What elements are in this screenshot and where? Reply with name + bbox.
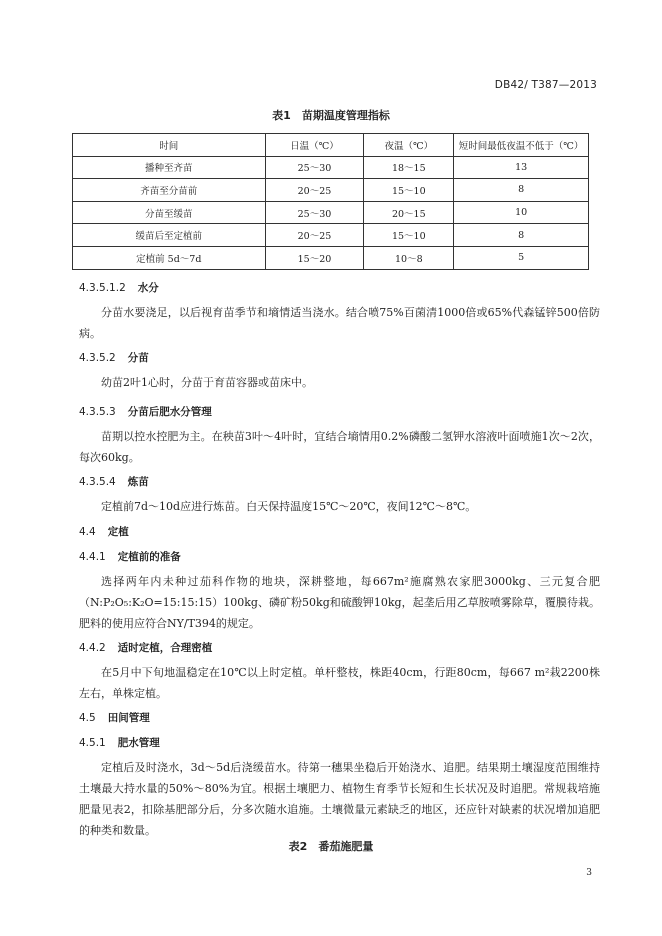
table-cell: 分苗至缓苗	[73, 201, 266, 224]
header-cell: 日温（℃）	[265, 134, 364, 157]
table-cell: 8	[454, 179, 589, 202]
header-cell: 时间	[73, 134, 266, 157]
section-heading	[79, 710, 150, 725]
document-code: DB42/ T387—2013	[494, 79, 597, 91]
paragraph: 定植后及时浇水，3d～5d后浇缓苗水。待第一穗果坐稳后开始浇水、追肥。结果期土壤湿度范围维持土壤最大持水量的50%～80%为宜。根据土壤肥力、植物生育季节长短和生长状况及时追肥。常规栽培施肥量见表2，扣除基肥部分后，分多次随水追施。土壤微量元素缺乏的地区，还应针对缺素的状况增加追肥的种类和数量。	[79, 761, 600, 837]
section-heading	[79, 404, 212, 419]
table-cell: 20～25	[265, 224, 364, 247]
table-cell: 8	[454, 224, 589, 247]
table2-caption: 表2 番茄施肥量	[288, 840, 374, 853]
table-row	[73, 201, 589, 224]
section-number: 4.3.5.4	[79, 476, 116, 488]
table-row	[73, 156, 589, 179]
section-title: 定植	[107, 526, 129, 538]
section-number: 4.5.1	[79, 737, 106, 749]
section-number: 4.3.5.2	[79, 352, 116, 364]
table-cell: 定植前 5d～7d	[73, 246, 266, 269]
section-title: 水分	[137, 282, 159, 294]
header-cell: 夜温（℃）	[364, 134, 454, 157]
table-row	[73, 246, 589, 269]
paragraph: 苗期以控水控肥为主。在秧苗3叶～4叶时，宜结合墒情用0.2%磷酸二氢钾水溶液叶面喷施1次～2次，每次60kg。	[79, 430, 600, 464]
section-heading	[79, 280, 159, 295]
table-cell: 缓苗后至定植前	[73, 224, 266, 247]
paragraph: 幼苗2叶1心时，分苗于育苗容器或苗床中。	[101, 376, 313, 389]
section-title: 炼苗	[127, 476, 149, 488]
section-number: 4.4.2	[79, 642, 106, 654]
table-cell: 18～15	[364, 156, 454, 179]
table-cell: 20～25	[265, 179, 364, 202]
section-title: 分苗	[127, 352, 149, 364]
section-number: 4.5	[79, 712, 96, 724]
table-cell: 齐苗至分苗前	[73, 179, 266, 202]
table-cell: 25～30	[265, 156, 364, 179]
table-row	[73, 224, 589, 247]
section-number: 4.4.1	[79, 551, 106, 563]
section-heading	[79, 640, 212, 655]
section-title: 田间管理	[107, 712, 150, 724]
section-title: 分苗后肥水分管理	[127, 406, 212, 418]
table-cell: 10～8	[364, 246, 454, 269]
paragraph: 定植前7d～10d应进行炼苗。白天保持温度15℃～20℃，夜间12℃～8℃。	[101, 500, 477, 513]
temperature-table	[72, 133, 589, 270]
section-heading	[79, 350, 149, 365]
paragraph: 选择两年内未种过茄科作物的地块，深耕整地，每667m²施腐熟农家肥3000kg、三元复合肥（N:P₂O₅:K₂O=15:15:15）100kg、磷矿粉50kg和硫酸钾10kg，起垄后用乙草胺喷雾除草，覆膜待栽。肥料的使用应符合NY/T394的规定。	[79, 575, 600, 630]
section-title: 肥水管理	[117, 737, 160, 749]
page-number: 3	[586, 868, 592, 878]
section-heading	[79, 735, 160, 750]
paragraph: 在5月中下旬地温稳定在10℃以上时定植。单杆整枝，株距40cm，行距80cm，每667 m²栽2200株左右，单株定植。	[79, 666, 600, 700]
section-heading	[79, 474, 149, 489]
table-cell: 15～20	[265, 246, 364, 269]
table-cell: 5	[454, 246, 589, 269]
table-cell: 13	[454, 156, 589, 179]
section-number: 4.3.5.3	[79, 406, 116, 418]
section-title: 定植前的准备	[117, 551, 181, 563]
section-heading	[79, 549, 181, 564]
section-title: 适时定植，合理密植	[117, 642, 213, 654]
table-cell: 25～30	[265, 201, 364, 224]
table1-caption: 表1 苗期温度管理指标	[272, 109, 390, 122]
table-cell: 15～10	[364, 224, 454, 247]
table-header-row	[73, 134, 589, 157]
table-cell: 10	[454, 201, 589, 224]
section-number: 4.4	[79, 526, 96, 538]
header-cell: 短时间最低夜温不低于（℃）	[454, 134, 589, 157]
table-cell: 播种至齐苗	[73, 156, 266, 179]
section-number: 4.3.5.1.2	[79, 282, 126, 294]
table-row	[73, 179, 589, 202]
section-heading	[79, 524, 129, 539]
table-cell: 20～15	[364, 201, 454, 224]
table-cell: 15～10	[364, 179, 454, 202]
paragraph: 分苗水要浇足，以后视育苗季节和墒情适当浇水。结合喷75%百菌清1000倍或65%代森锰锌500倍防病。	[79, 306, 600, 340]
